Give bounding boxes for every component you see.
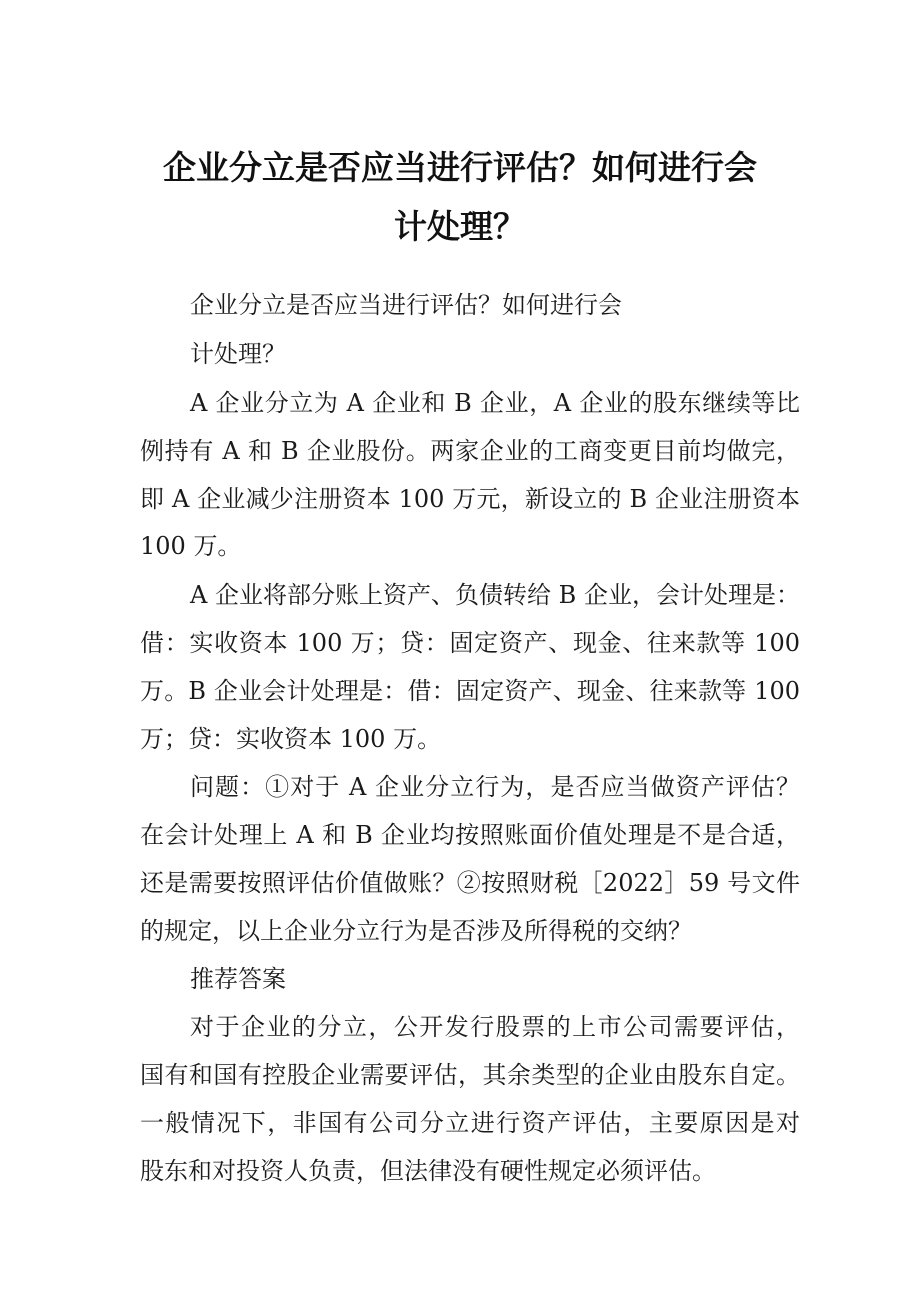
paragraph-2-line-1: A 企业将部分账上资产、负债转给 B 企业，会计处理是： xyxy=(190,581,800,609)
paragraph-1-line-3: 即 A 企业减少注册资本 100 万元，新设立的 B 企业注册资本 xyxy=(140,485,800,513)
document-title-line-2: 计处理？ xyxy=(394,207,526,246)
paragraph-2-line-4: 万；贷：实收资本 100 万。 xyxy=(140,725,442,753)
paragraph-2-line-2: 借：实收资本 100 万；贷：固定资产、现金、往来款等 100 xyxy=(140,629,800,657)
subtitle-line-2: 计处理？ xyxy=(190,340,286,368)
paragraph-1-line-2: 例持有 A 和 B 企业股份。两家企业的工商变更目前均做完， xyxy=(140,437,800,465)
paragraph-3-line-4: 的规定，以上企业分立行为是否涉及所得税的交纳？ xyxy=(140,917,692,945)
paragraph-3-line-3: 还是需要按照评估价值做账？②按照财税［2022］59 号文件 xyxy=(140,869,800,897)
paragraph-5-line-2: 国有和国有控股企业需要评估，其余类型的企业由股东自定。 xyxy=(140,1061,800,1089)
paragraph-3-line-2: 在会计处理上 A 和 B 企业均按照账面价值处理是不是合适， xyxy=(140,821,800,849)
paragraph-1-line-4: 100 万。 xyxy=(140,532,242,560)
recommended-answer-heading: 推荐答案 xyxy=(190,965,286,993)
paragraph-1-line-1: A 企业分立为 A 企业和 B 企业，A 企业的股东继续等比 xyxy=(190,389,800,417)
paragraph-5-line-4: 股东和对投资人负责，但法律没有硬性规定必须评估。 xyxy=(140,1157,716,1185)
paragraph-2-line-3: 万。B 企业会计处理是：借：固定资产、现金、往来款等 100 xyxy=(140,677,800,705)
subtitle-line-1: 企业分立是否应当进行评估？如何进行会 xyxy=(190,291,622,319)
paragraph-3-line-1: 问题：①对于 A 企业分立行为，是否应当做资产评估？ xyxy=(190,773,800,801)
paragraph-5-line-1: 对于企业的分立，公开发行股票的上市公司需要评估， xyxy=(190,1013,800,1041)
document-title-line-1: 企业分立是否应当进行评估？如何进行会 xyxy=(163,148,757,187)
paragraph-5-line-3: 一般情况下，非国有公司分立进行资产评估，主要原因是对 xyxy=(140,1109,800,1137)
